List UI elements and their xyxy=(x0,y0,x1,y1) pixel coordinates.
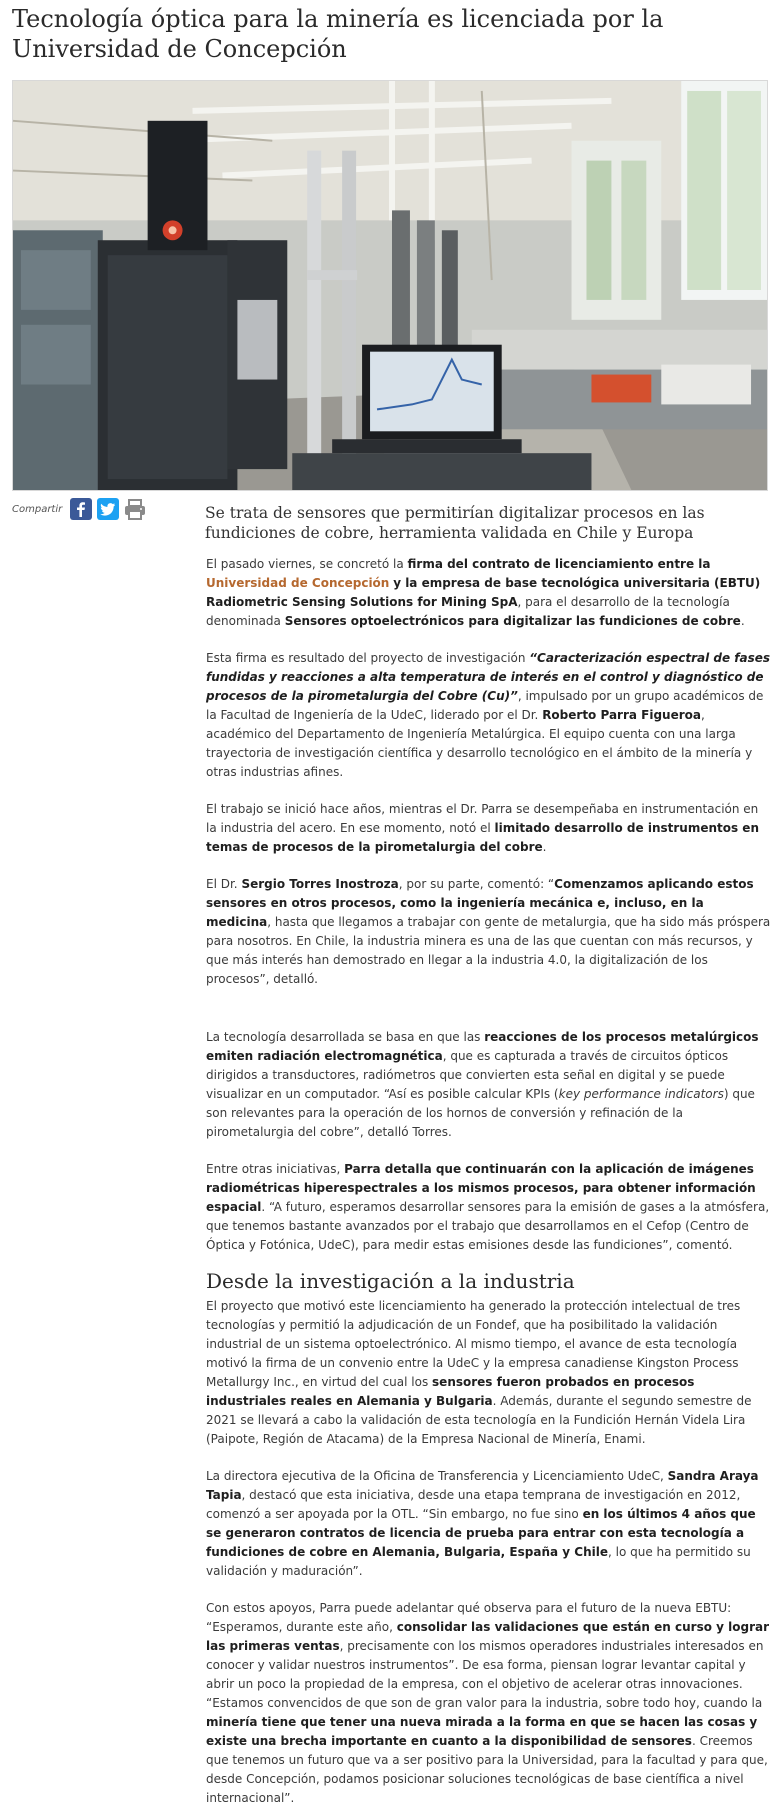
udec-link[interactable]: Universidad de Concepción xyxy=(206,576,390,590)
article-body xyxy=(206,555,771,1808)
share-bar xyxy=(12,498,146,520)
print-icon xyxy=(124,498,146,520)
paragraph-4: El Dr. Sergio Torres Inostroza, por su parte, comentó: “Comenzamos aplicando estos sensores en otros procesos, como la ingeniería mecánica e, incluso, en la medicina, hasta que llegamos a trabajar con gente de metalurgia, que ha sido más próspera para nosotros. En Chile, la industria minera es una de las que cuentan con más recursos, y que más interés han demostrado en llegar a la industria 4.0, la digitalización de los procesos”, detalló. xyxy=(206,877,771,986)
facebook-share-button[interactable] xyxy=(70,498,92,520)
twitter-share-button[interactable] xyxy=(97,498,119,520)
section-heading: Desde la investigación a la industria xyxy=(206,1269,575,1293)
article-hero-image xyxy=(12,80,768,491)
paragraph-8: La directora ejecutiva de la Oficina de Transferencia y Licenciamiento UdeC, Sandra Araya Tapia, destacó que esta iniciativa, desde una etapa temprana de investigación en 2012, comenzó a ser apoyada por la OTL. “Sin embargo, no fue sino en los últimos 4 años que se generaron contratos de licencia de prueba para entrar con esta tecnología a fundiciones de cobre en Alemania, Bulgaria, España y Chile, lo que ha permitido su validación y maduración”. xyxy=(206,1469,759,1578)
twitter-icon xyxy=(97,498,119,520)
paragraph-2: Esta firma es resultado del proyecto de investigación “Caracterización espectral de fases fundidas y reacciones a alta temperatura de interés en el control y diagnóstico de procesos de la pirometalurgia del Cobre (Cu)”, impulsado por un grupo académicos de la Facultad de Ingeniería de la UdeC, liderado por el Dr. Roberto Parra Figueroa, académico del Departamento de Ingeniería Metalúrgica. El equipo cuenta con una larga trayectoria de investigación científica y desarrollo tecnológico en el ámbito de la minería y otras industrias afines. xyxy=(206,651,771,779)
article-lead: Se trata de sensores que permitirían digitalizar procesos en las fundiciones de cobre, herramienta validada en Chile y Europa xyxy=(205,504,705,542)
print-button[interactable] xyxy=(124,498,146,520)
paragraph-5: La tecnología desarrollada se basa en que las reacciones de los procesos metalúrgicos emiten radiación electromagnética, que es capturada a través de circuitos ópticos dirigidos a transductores, radiómetros que convierten esta señal en digital y se puede visualizar en un computador. “Así es posible calcular KPIs (key performance indicators) que son relevantes para la operación de los hornos de conversión y refinación de la pirometalurgia del cobre”, detalló Torres. xyxy=(206,1030,759,1139)
paragraph-3: El trabajo se inició hace años, mientras el Dr. Parra se desempeñaba en instrumentación en la industria del acero. En ese momento, notó el limitado desarrollo de instrumentos en temas de procesos de la pirometalurgia del cobre. xyxy=(206,802,759,854)
article-title: Tecnología óptica para la minería es licenciada por la Universidad de Concepción xyxy=(12,5,664,63)
lab-photo xyxy=(13,81,767,490)
share-label: Compartir xyxy=(12,503,63,515)
facebook-icon xyxy=(70,498,92,520)
paragraph-6: Entre otras iniciativas, Parra detalla que continuarán con la aplicación de imágenes radiométricas hiperespectrales a los mismos procesos, para obtener información espacial. “A futuro, esperamos desarrollar sensores para la emisión de gases a la atmósfera, que tenemos bastante avanzados por el trabajo que desarrollamos en el Cefop (Centro de Óptica y Fotónica, UdeC), para medir estas emisiones desde las fundiciones”, comentó. xyxy=(206,1162,770,1252)
paragraph-9: Con estos apoyos, Parra puede adelantar qué observa para el futuro de la nueva EBTU: “Esperamos, durante este año, consolidar las validaciones que están en curso y lograr las primeras ventas, precisamente con los mismos operadores industriales interesados en conocer y validar nuestros instrumentos”. De esa forma, piensan lograr levantar capital y abrir un poco la propiedad de la empresa, con el objetivo de acelerar otras innovaciones. “Estamos convencidos de que son de gran valor para la industria, sobre todo hoy, cuando la minería tiene que tener una nueva mirada a la forma en que se hacen las cosas y existe una brecha importante en cuanto a la disponibilidad de sensores. Creemos que tenemos un futuro que va a ser positivo para la Universidad, para la facultad y para que, desde Concepción, podamos posicionar soluciones tecnológicas de base científica a nivel internacional”. xyxy=(206,1601,770,1805)
paragraph-1: El pasado viernes, se concretó la firma del contrato de licenciamiento entre la Universidad de Concepción y la empresa de base tecnológica universitaria (EBTU) Radiometric Sensing Solutions for Mining SpA, para el desarrollo de la tecnología denominada Sensores optoelectrónicos para digitalizar las fundiciones de cobre. xyxy=(206,557,761,628)
paragraph-7: El proyecto que motivó este licenciamiento ha generado la protección intelectual de tres tecnologías y permitió la adjudicación de un Fondef, que ha posibilitado la validación industrial de un sistema optoelectrónico. Al mismo tiempo, el avance de esta tecnología motivó la firma de un convenio entre la UdeC y la empresa canadiense Kingston Process Metallurgy Inc., en virtud del cual los sensores fueron probados en procesos industriales reales en Alemania y Bulgaria. Además, durante el segundo semestre de 2021 se llevará a cabo la validación de esta tecnología en la Fundición Hernán Videla Lira (Paipote, Región de Atacama) de la Empresa Nacional de Minería, Enami. xyxy=(206,1299,752,1446)
